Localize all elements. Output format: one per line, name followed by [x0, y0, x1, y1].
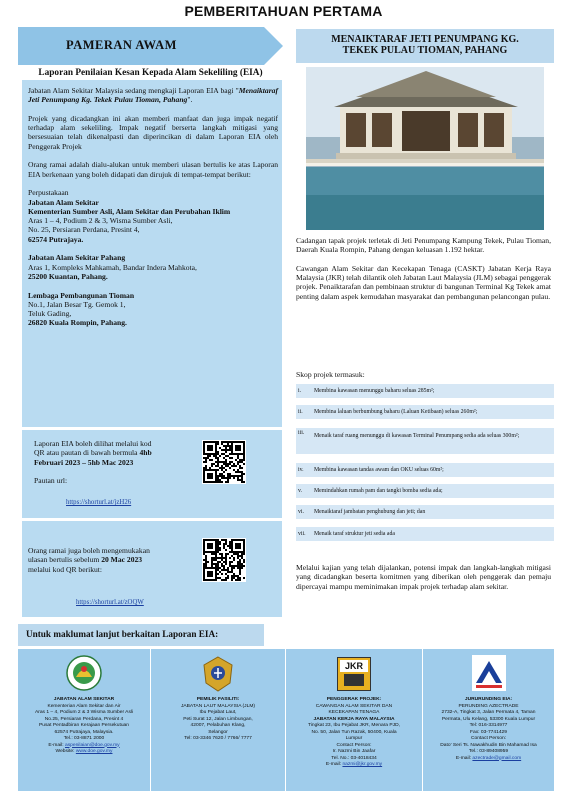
qr-code[interactable] — [202, 538, 246, 582]
contact-line: Tel. No.: 03-4018434 — [331, 755, 377, 761]
contact-line: Tingkat 23, Ibu Pejabat JKR, Menara PJD, — [308, 723, 400, 728]
contact-line: Pusat Pentadbiran Kerajaan Persekutuan — [39, 723, 129, 728]
email-link[interactable]: nazmi@jkr.gov.my — [342, 762, 383, 767]
location-name: Jabatan Alam Sekitar Pahang — [28, 253, 126, 263]
contact-line: 2732-A, Tingkat 3, Jalan Permata 4, Taman — [441, 710, 536, 715]
qr1-link[interactable]: https://shorturl.at/jzH26 — [66, 499, 132, 506]
qr2-deadline: 20 Mac 2023 — [101, 555, 143, 565]
location-doe-hq — [28, 188, 278, 244]
contact-line: Selangor — [208, 729, 228, 735]
contact-jkr — [286, 649, 422, 791]
qr1-line: Laporan EIA boleh dilihat melalui kod — [34, 439, 152, 448]
scope-item-text: Menaiktaraf jambatan penghubung dan jeti; dan — [314, 509, 426, 515]
location-name: Jabatan Alam Sekitar — [28, 197, 99, 207]
contact-line: Lumpur — [345, 736, 363, 741]
qr-pattern — [202, 440, 246, 484]
contact-line: Dato' Seri Ts. Nawakhudin Bin Mahamad Isa — [440, 742, 537, 748]
contact-line: Tel: 03-3346 7620 / 7766/ 7777 — [184, 736, 252, 741]
qr1-url-label: Pautan url: — [34, 475, 68, 485]
contact-line: CAWANGAN ALAM SEKITAR DAN — [315, 703, 393, 709]
scope-item — [296, 505, 554, 519]
website-link[interactable]: www.doe.gov.my — [75, 749, 113, 754]
contact-line: Contact Person: — [336, 742, 372, 748]
proponent-paragraph: Cawangan Alam Sekitar dan Kecekapan Tenaga (CASKT) Jabatan Kerja Raya Malaysia (JKR) telah dilantik oleh Jabatan Laut Malaysia (JLM) sebagai penggerak projek. Penaiktarafan dan pembinaan struktur di bangunan Terminal Kg Tekek amat penting dalam aspek kemudahan masyarakat dan pembangunan pelancongan pulau. — [296, 263, 551, 301]
scope-item-text: Membina kawasan menunggu baharu seluas 285m²; — [314, 388, 435, 394]
intro-suffix: ". — [187, 95, 193, 105]
scope-item-number: ii. — [298, 409, 303, 415]
jetty-photo — [306, 67, 544, 230]
intro-prefix: Jabatan Alam Sekitar Malaysia sedang mengkaji Laporan EIA bagi " — [28, 86, 239, 95]
scope-item-text: Membina kawasan tandas awam dan OKU seluas 60m²; — [314, 467, 444, 473]
scope-item — [296, 527, 554, 541]
exhibition-title: PAMERAN AWAM — [66, 38, 177, 52]
location-tioman — [28, 291, 278, 328]
qr1-date-start: 4hb — [139, 448, 152, 458]
info-heading: Untuk maklumat lanjut berkaitan Laporan EIA: — [18, 624, 264, 646]
contact-line: JABATAN KERJA RAYA MALAYSIA — [313, 716, 395, 722]
contact-line: Ibu Pejabat Laut, — [199, 710, 237, 715]
location-label: Perpustakaan — [28, 188, 69, 198]
scope-item-number: vi. — [298, 509, 304, 515]
email-label: E-mail: — [325, 762, 343, 767]
qr1-text — [34, 439, 204, 485]
contact-title: PEMILIK FASILITI: — [196, 697, 240, 702]
scope-item — [296, 384, 554, 398]
contact-line: 62574 Putrajaya, Malaysia. — [54, 729, 114, 735]
location-address-line: 26820 Kuala Rompin, Pahang. — [28, 318, 127, 328]
project-banner — [296, 29, 554, 63]
email-link[interactable]: azectrade@gmail.com — [472, 755, 522, 761]
scope-item-number: i. — [298, 388, 302, 394]
project-description — [296, 236, 551, 310]
contact-line: Fax: 03-7741429 — [470, 729, 507, 735]
contact-line: Contact Person: — [470, 736, 507, 741]
qr2-line: ulasan bertulis sebelum — [28, 555, 102, 565]
qr1-date-range: Februari 2023 – 5hb Mac 2023 — [34, 457, 134, 467]
scope-item-number: vii. — [298, 531, 306, 537]
contact-title: PENGGERAK PROJEK: — [326, 697, 382, 702]
location-address-line: No.1, Jalan Besar Tg. Gemok 1, — [28, 299, 126, 309]
jlm-crest-icon — [200, 655, 236, 693]
jkr-logo-text: JKR — [340, 660, 368, 672]
scope-item — [296, 484, 554, 498]
scope-item-text: Memindahkan rumah pam dan tangki bomba sedia ada; — [314, 488, 443, 494]
contact-line: Tel.: 03-89408959 — [468, 749, 509, 754]
contact-line: PERUNDING AZECTRADE — [458, 703, 519, 709]
email-link[interactable]: aspenilaian@doe.gov.my — [64, 742, 120, 748]
scope-item-number: v. — [298, 488, 302, 494]
location-name: Lembaga Pembangunan Tioman — [28, 290, 135, 300]
location-address-line: Aras 1 – 4, Podium 2 & 3, Wisma Sumber Asli, — [28, 216, 173, 226]
contact-line: Tel.: 03-8871 2000 — [63, 736, 105, 741]
scope-item-number: iii. — [298, 430, 305, 436]
scope-item-text: Membina laluan berbumbung baharu (Laluan Ketibaan) seluas 260m²; — [314, 409, 478, 415]
qr2-text — [28, 546, 203, 574]
location-doe-pahang — [28, 253, 278, 281]
jkr-logo-icon — [337, 657, 371, 691]
jetty-building-illustration — [306, 67, 544, 230]
scope-item-number: iv. — [298, 467, 304, 473]
page-title: PEMBERITAHUAN PERTAMA — [184, 3, 383, 19]
scope-item — [296, 405, 554, 419]
scope-item-text: Menaik taraf struktur jeti sedia ada — [314, 531, 395, 537]
report-subtitle: Laporan Penilaian Kesan Kepada Alam Sekeliling (EIA) — [38, 68, 263, 78]
contact-title: JABATAN ALAM SEKITAR — [53, 697, 115, 702]
contact-line: JABATAN LAUT MALAYSIA (JLM) — [180, 703, 256, 709]
site-paragraph: Cadangan tapak projek terletak di Jeti Penumpang Kampung Tekek, Pulau Tioman, Daerah Kuala Rompin, Pahang dengan keluasan 1.192 hektar. — [296, 236, 551, 255]
contact-line: No.25, Persiaran Perdana, Presint 4 — [44, 716, 124, 722]
location-address-line: Aras 1, Kompleks Mahkamah, Bandar Indera Mahkota, — [28, 262, 197, 272]
qr2-line: melalui kod QR berikut: — [28, 564, 103, 574]
scope-item — [296, 428, 554, 454]
qr2-line: Orang ramai juga boleh mengemukakan — [28, 546, 150, 555]
contact-jlm — [151, 649, 285, 791]
scope-item-text: Menaik taraf ruang menunggu di kawasan Terminal Penumpang sedia ada seluas 300m²; — [314, 433, 520, 439]
exhibition-banner — [18, 27, 283, 65]
location-address-line: No. 25, Persiaran Perdana, Presint 4, — [28, 225, 140, 235]
contact-line: Tel: 016-3314977 — [469, 723, 508, 728]
email-label: E-mail: — [48, 742, 65, 748]
location-address-line: 25200 Kuantan, Pahang. — [28, 271, 108, 281]
section-divider — [22, 518, 282, 521]
contact-line: 42007, Pelabuhan Klang, — [190, 723, 246, 728]
jkr-logo-mark — [344, 674, 364, 686]
intro-project-name: Menaiktaraf Jeti Penumpang Kg. Tekek Pulau Tioman, Pahang — [28, 86, 278, 105]
scope-item — [296, 463, 554, 477]
email-label: E-mail: — [455, 755, 473, 761]
contact-line: KECEKAPAN TENAGA — [328, 710, 380, 715]
intro-paragraph — [28, 86, 278, 105]
location-org: Kementerian Sumber Asli, Alam Sekitar dan Perubahan Iklim — [28, 206, 231, 216]
contact-line: Permata, Ulu Kelang, 53300 Kuala Lumpur — [441, 716, 536, 722]
contact-line: Aras 1 – 4, Podium 2 & 3 Wisma Sumber Asli — [34, 710, 134, 715]
qr-code[interactable] — [202, 440, 246, 484]
impact-paragraph: Projek yang dicadangkan ini akan memberi manfaat dan juga impak negatif terhadap alam sekeliling. Impak negatif berserta langkah mitigasi yang bersesuaian telah dikenalpasti dan diperincikan di dalam Laporan EIA oleh Penggerak Projek — [28, 113, 278, 151]
website-label: Website: — [55, 749, 76, 754]
qr1-line: QR atau pautan di bawah bermula — [34, 448, 140, 458]
azectrade-logo-icon — [472, 655, 506, 691]
location-address-line: Teluk Gading, — [28, 309, 72, 319]
section-divider — [22, 427, 282, 430]
qr-pattern — [202, 538, 246, 582]
contact-title: JURURUNDING EIA: — [464, 697, 513, 702]
conclusion-paragraph: Melalui kajian yang telah dijalankan, potensi impak dan langkah-langkah mitigasi yang dicadangkan beserta komitmen yang diberikan oleh penggerak dan pemaju dipercayai mampu meminimakan impak projek terhadap alam sekitar. — [296, 563, 551, 591]
contact-consultant — [423, 649, 554, 791]
contact-footer — [18, 649, 554, 791]
contact-line: Peti Surat 12, Jalan Limbungan, — [183, 716, 253, 722]
scope-heading: Skop projek termasuk: — [296, 370, 365, 379]
location-address-line: 62574 Putrajaya. — [28, 234, 84, 244]
invite-paragraph: Orang ramai adalah dialu-alukan untuk memberi ulasan bertulis ke atas Laporan EIA berkenaan yang boleh didapati dan dirujuk di tempat-tempat berikut: — [28, 160, 278, 179]
contact-line: Ir. Nazmi Bin Jaafar — [332, 749, 376, 754]
left-content-panel — [22, 80, 282, 617]
qr2-link[interactable]: https://shorturl.at/zOQW — [76, 599, 144, 606]
project-title-line1: MENAIKTARAF JETI PENUMPANG KG. — [331, 34, 519, 45]
project-title-line2: TEKEK PULAU TIOMAN, PAHANG — [342, 45, 508, 56]
contact-doe — [18, 649, 150, 791]
contact-line: Kementerian Alam Sekitar dan Air — [47, 703, 121, 709]
doe-logo-icon — [66, 655, 102, 691]
contact-line: No. 50, Jalan Tun Razak, 50400, Kuala — [311, 729, 397, 735]
